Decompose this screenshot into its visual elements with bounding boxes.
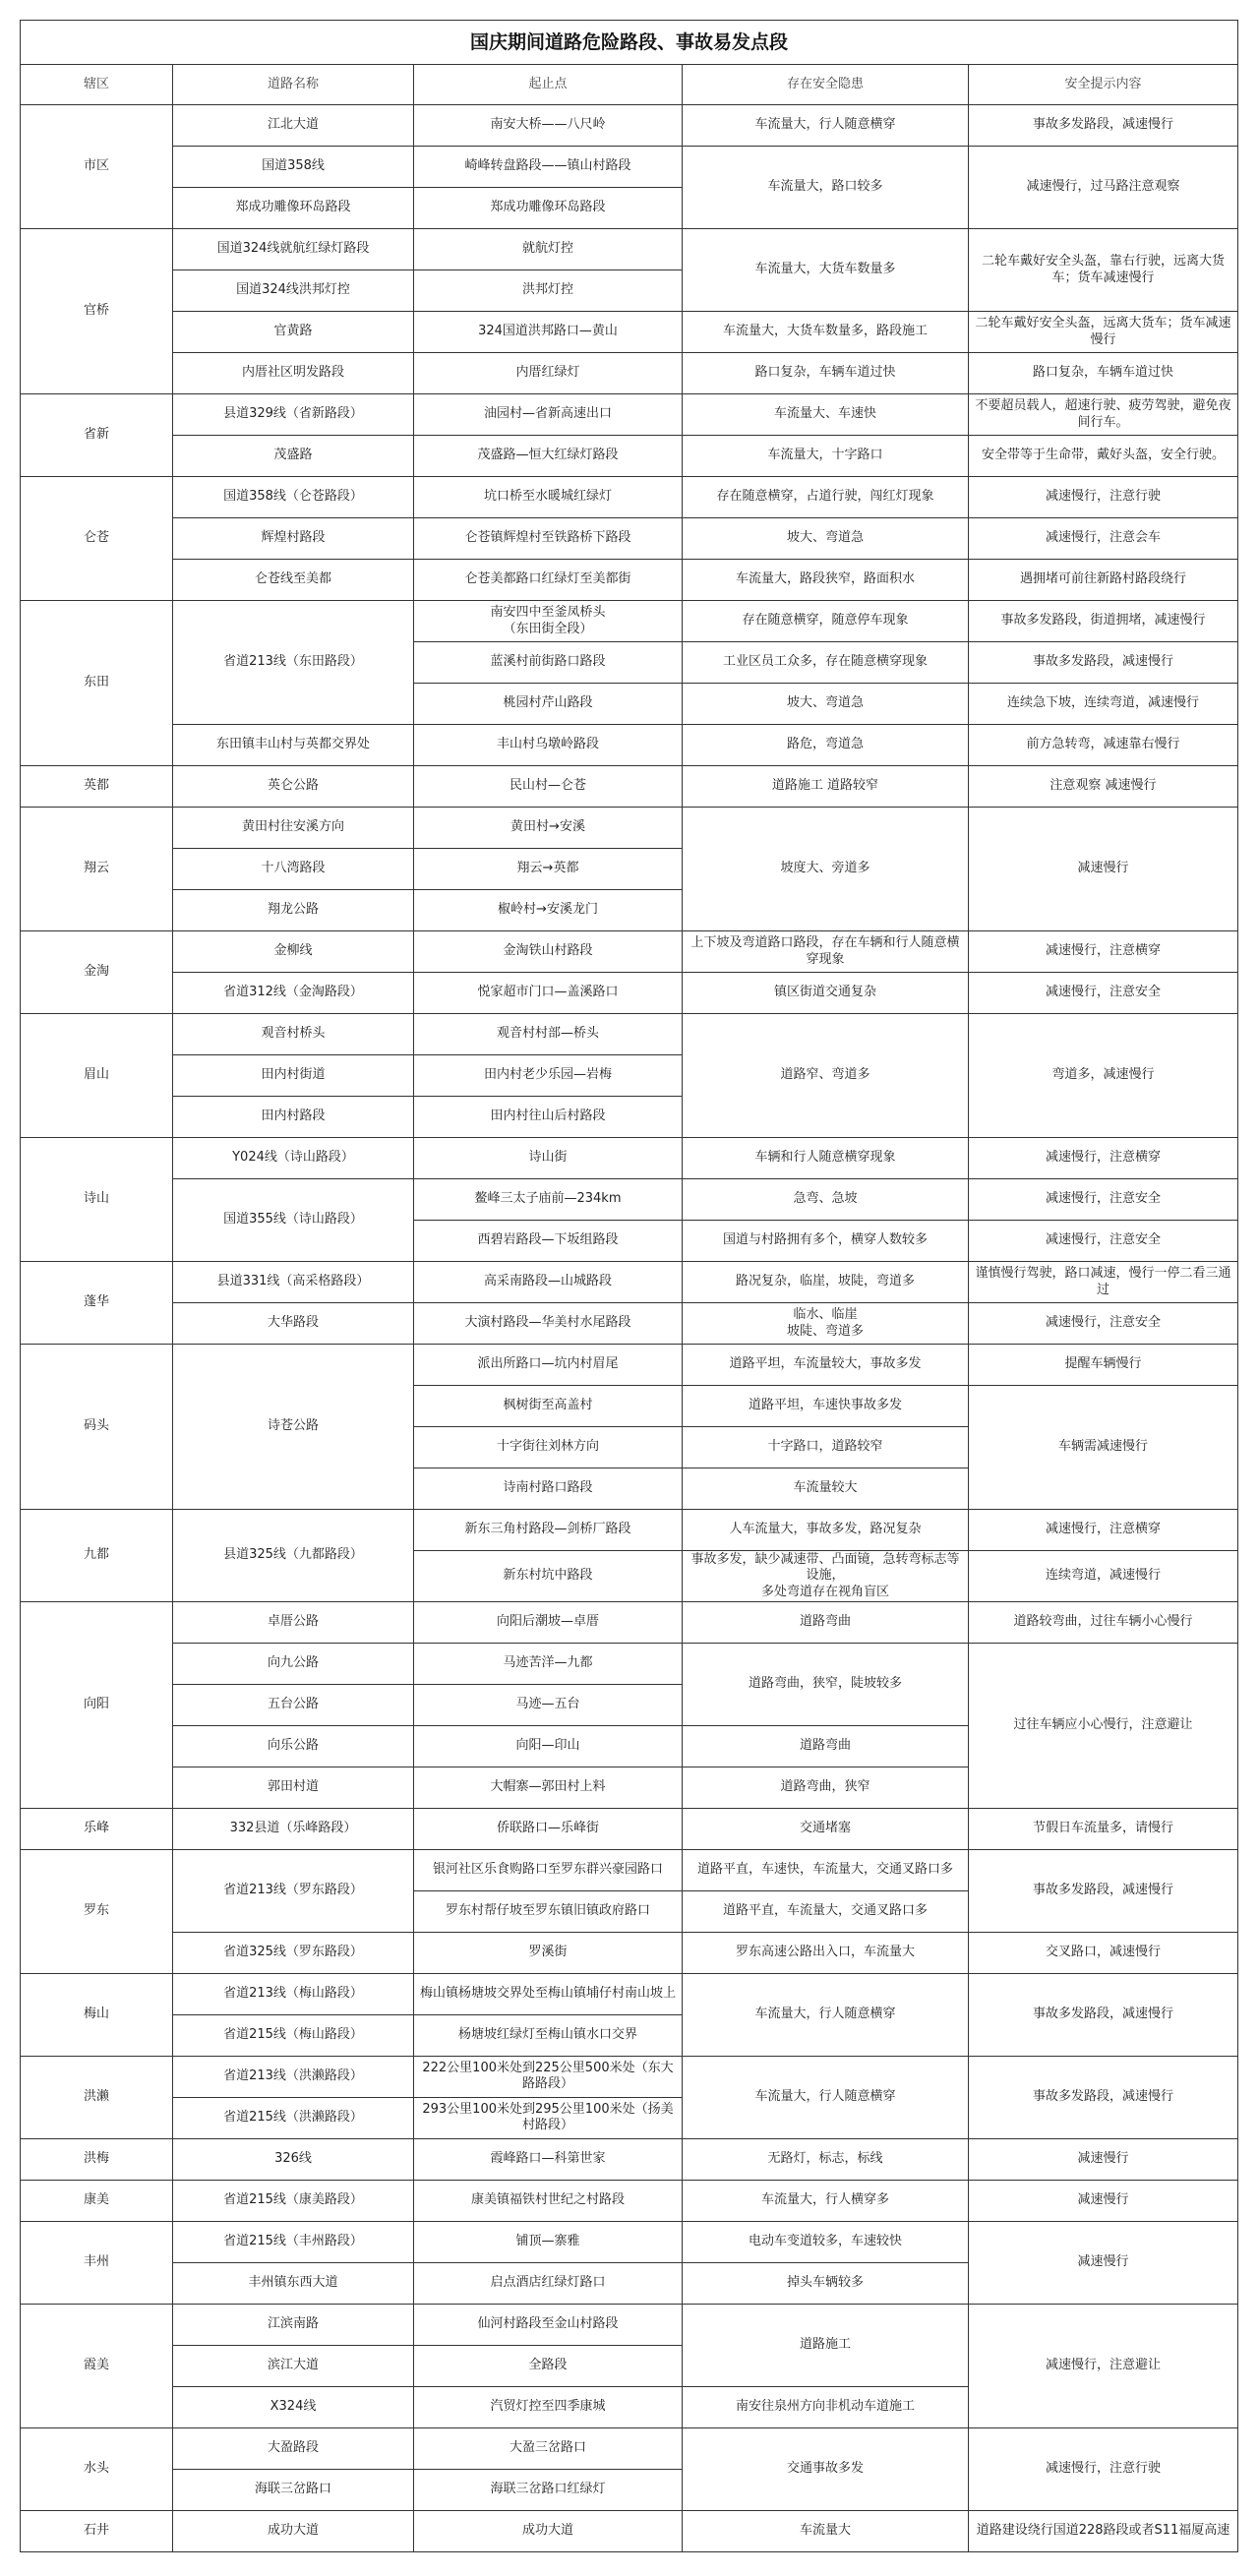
table-cell: 坡大、弯道急 [683, 518, 969, 560]
table-row [21, 1808, 1238, 1849]
table-cell: 大盈三岔路口 [414, 2427, 683, 2469]
table-cell: 工业区员工众多，存在随意横穿现象 [683, 642, 969, 684]
table-cell: 官桥 [21, 229, 173, 394]
header-hazard: 存在安全隐患 [683, 65, 969, 105]
table-cell: 田内村街道 [173, 1055, 414, 1097]
table-cell: 官黄路 [173, 312, 414, 353]
table-cell: 道路施工 [683, 2304, 969, 2386]
table-cell: 急弯、急坡 [683, 1179, 969, 1221]
table-cell: 上下坡及弯道路口路段，存在车辆和行人随意横穿现象 [683, 931, 969, 973]
table-cell: 启点酒店红绿灯路口 [414, 2262, 683, 2304]
table-cell: 道路平直，车流量大，交通叉路口多 [683, 1890, 969, 1932]
table-cell: 英都 [21, 766, 173, 808]
table-cell: 减速慢行，注意会车 [969, 518, 1238, 560]
table-cell: 车流量大，大货车数量多，路段施工 [683, 312, 969, 353]
table-cell: 康美 [21, 2180, 173, 2221]
table-cell: 黄田村往安溪方向 [173, 808, 414, 849]
table-row [21, 1262, 1238, 1303]
table-cell: 车流量大，十字路口 [683, 436, 969, 477]
table-row [21, 147, 1238, 188]
table-cell: 成功大道 [414, 2510, 683, 2551]
table-cell: 新东三角村路段—剑桥厂路段 [414, 1510, 683, 1551]
table-row [21, 1849, 1238, 1890]
table-row [21, 2304, 1238, 2345]
table-cell: 翔龙公路 [173, 890, 414, 931]
table-cell: 减速慢行，注意横穿 [969, 1510, 1238, 1551]
table-cell: 道路施工 道路较窄 [683, 766, 969, 808]
table-cell: 路况复杂，临崖，坡陡，弯道多 [683, 1262, 969, 1303]
table-cell: 蓝溪村前街路口路段 [414, 642, 683, 684]
table-cell: 向九公路 [173, 1643, 414, 1684]
table-cell: 路口复杂，车辆车道过快 [683, 353, 969, 394]
table-cell: 大华路段 [173, 1303, 414, 1345]
table-row [21, 394, 1238, 436]
table-cell: 车流量大，行人随意横穿 [683, 105, 969, 147]
table-cell: 事故多发，缺少减速带、凸面镜，急转弯标志等设施， 多处弯道存在视角盲区 [683, 1551, 969, 1602]
table-body [21, 105, 1238, 2552]
table-cell: 省道215线（康美路段） [173, 2180, 414, 2221]
table-cell: 省道215线（洪濑路段） [173, 2097, 414, 2138]
table-cell: 向乐公路 [173, 1725, 414, 1767]
table-cell: 丰州 [21, 2221, 173, 2304]
table-cell: 观音村村部—桥头 [414, 1014, 683, 1055]
table-cell: 道路建设绕行国道228路段或者S11福厦高速 [969, 2510, 1238, 2551]
table-cell: 英仑公路 [173, 766, 414, 808]
table-cell: 南安往泉州方向非机动车道施工 [683, 2386, 969, 2427]
table-cell: 石井 [21, 2510, 173, 2551]
table-row [21, 931, 1238, 973]
table-cell: 新东村坑中路段 [414, 1551, 683, 1602]
table-cell: 注意观察 减速慢行 [969, 766, 1238, 808]
table-cell: 减速慢行，注意安全 [969, 1221, 1238, 1262]
table-cell: 马迹—五台 [414, 1684, 683, 1725]
table-cell: 326线 [173, 2138, 414, 2180]
table-cell: 电动车变道较多，车速较快 [683, 2221, 969, 2262]
table-row [21, 1014, 1238, 1055]
table-cell: 交通事故多发 [683, 2427, 969, 2510]
table-cell: 水头 [21, 2427, 173, 2510]
table-cell: 桃园村芹山路段 [414, 684, 683, 725]
table-cell: 茂盛路 [173, 436, 414, 477]
table-cell: 洪邦灯控 [414, 270, 683, 312]
table-cell: 洪濑 [21, 2056, 173, 2138]
table-cell: 国道324线就航红绿灯路段 [173, 229, 414, 270]
table-cell: 减速慢行，注意横穿 [969, 1138, 1238, 1179]
table-cell: 蓬华 [21, 1262, 173, 1345]
table-cell: 大帽寨—郭田村上料 [414, 1767, 683, 1808]
table-cell: 翔云→英都 [414, 849, 683, 890]
table-cell: 油园村—省新高速出口 [414, 394, 683, 436]
table-cell: 事故多发路段，减速慢行 [969, 2056, 1238, 2138]
table-cell: 向阳—印山 [414, 1725, 683, 1767]
table-cell: 郭田村道 [173, 1767, 414, 1808]
table-cell: 遇拥堵可前往新路村路段绕行 [969, 560, 1238, 601]
table-cell: 国道358线 [173, 147, 414, 188]
table-cell: 国道324线洪邦灯控 [173, 270, 414, 312]
table-row [21, 725, 1238, 766]
table-cell: 罗东村帮仔坡至罗东镇旧镇政府路口 [414, 1890, 683, 1932]
table-cell: 临水、临崖 坡陡、弯道多 [683, 1303, 969, 1345]
table-cell: 梅山 [21, 1973, 173, 2056]
table-cell: 车流量较大 [683, 1468, 969, 1510]
table-row [21, 353, 1238, 394]
table-cell: 道路弯曲 [683, 1725, 969, 1767]
table-cell: 郑成功雕像环岛路段 [173, 188, 414, 229]
table-row [21, 105, 1238, 147]
table-row [21, 1973, 1238, 2014]
table-title: 国庆期间道路危险路段、事故易发点段 [20, 20, 1238, 64]
table-cell: 仙河村路段至金山村路段 [414, 2304, 683, 2345]
table-row [21, 560, 1238, 601]
table-cell: 存在随意横穿，随意停车现象 [683, 601, 969, 642]
table-cell: 丰州镇东西大道 [173, 2262, 414, 2304]
table-cell: 减速慢行，注意行驶 [969, 2427, 1238, 2510]
table-cell: 五台公路 [173, 1684, 414, 1725]
table-cell: 向阳 [21, 1601, 173, 1808]
table-row [21, 2427, 1238, 2469]
table-cell: 省道215线（梅山路段） [173, 2014, 414, 2056]
table-cell: 车流量大、车速快 [683, 394, 969, 436]
table-cell: 海联三岔路口红绿灯 [414, 2469, 683, 2510]
table-cell: 诗南村路口路段 [414, 1468, 683, 1510]
table-row [21, 2056, 1238, 2097]
table-cell: 减速慢行，注意安全 [969, 973, 1238, 1014]
table-cell: 无路灯，标志，标线 [683, 2138, 969, 2180]
table-cell: 省道213线（洪濑路段） [173, 2056, 414, 2097]
table-cell: 茂盛路—恒大红绿灯路段 [414, 436, 683, 477]
table-cell: 诗山街 [414, 1138, 683, 1179]
table-cell: 就航灯控 [414, 229, 683, 270]
table-cell: 十字路口，道路较窄 [683, 1427, 969, 1468]
table-cell: 连续弯道，减速慢行 [969, 1551, 1238, 1602]
table-row [21, 808, 1238, 849]
table-cell: 减速慢行 [969, 2138, 1238, 2180]
table-cell: 谨慎慢行驾驶，路口减速，慢行一停二看三通过 [969, 1262, 1238, 1303]
table-cell: 省道215线（丰州路段） [173, 2221, 414, 2262]
table-cell: 铺顶—寨雅 [414, 2221, 683, 2262]
table-cell: 不要超员载人，超速行驶、疲劳驾驶，避免夜间行车。 [969, 394, 1238, 436]
table-cell: 坑口桥至水暖城红绿灯 [414, 477, 683, 518]
table-row [21, 2138, 1238, 2180]
table-cell: 县道325线（九都路段） [173, 1510, 414, 1602]
table-cell: 弯道多，减速慢行 [969, 1014, 1238, 1138]
table-cell: 十字街往刘林方向 [414, 1427, 683, 1468]
table-cell: 省道213线（罗东路段） [173, 1849, 414, 1932]
table-cell: 霞峰路口—科第世家 [414, 2138, 683, 2180]
table-cell: 车流量大，路段狭窄，路面积水 [683, 560, 969, 601]
table-cell: 罗东高速公路出入口，车流量大 [683, 1932, 969, 1973]
table-cell: 路危，弯道急 [683, 725, 969, 766]
table-cell: 道路弯曲，狭窄 [683, 1767, 969, 1808]
table-row [21, 1601, 1238, 1643]
table-cell: 过往车辆应小心慢行，注意避让 [969, 1643, 1238, 1808]
table-row [21, 312, 1238, 353]
table-cell: 洪梅 [21, 2138, 173, 2180]
table-cell: 派出所路口—坑内村眉尾 [414, 1345, 683, 1386]
table-cell: 辉煌村路段 [173, 518, 414, 560]
table-row [21, 766, 1238, 808]
table-cell: 车流量大，行人横穿多 [683, 2180, 969, 2221]
table-cell: 减速慢行，注意行驶 [969, 477, 1238, 518]
table-cell: 成功大道 [173, 2510, 414, 2551]
table-cell: 鳌峰三太子庙前—234km [414, 1179, 683, 1221]
table-cell: 金淘铁山村路段 [414, 931, 683, 973]
table-row [21, 1345, 1238, 1386]
table-cell: 222公里100米处到225公里500米处（东大路路段） [414, 2056, 683, 2097]
table-row [21, 2510, 1238, 2551]
table-cell: 减速慢行，注意避让 [969, 2304, 1238, 2427]
table-cell: 省道312线（金淘路段） [173, 973, 414, 1014]
table-cell: 省道325线（罗东路段） [173, 1932, 414, 1973]
table-cell: 293公里100米处到295公里100米处（扬美村路段） [414, 2097, 683, 2138]
table-row [21, 477, 1238, 518]
table-cell: 交通堵塞 [683, 1808, 969, 1849]
table-cell: 二轮车戴好安全头盔，远离大货车；货车减速慢行 [969, 312, 1238, 353]
table-cell: 内厝社区明发路段 [173, 353, 414, 394]
table-cell: 路口复杂，车辆车道过快 [969, 353, 1238, 394]
header-row [21, 65, 1238, 105]
table-cell: X324线 [173, 2386, 414, 2427]
table-cell: 仑苍线至美都 [173, 560, 414, 601]
table-cell: 县道329线（省新路段） [173, 394, 414, 436]
table-row [21, 1138, 1238, 1179]
table-cell: 道路平坦，车速快事故多发 [683, 1386, 969, 1427]
table-cell: 减速慢行，注意安全 [969, 1179, 1238, 1221]
table-cell: Y024线（诗山路段） [173, 1138, 414, 1179]
table-cell: 码头 [21, 1345, 173, 1510]
table-cell: 诗苍公路 [173, 1345, 414, 1510]
table-cell: 霞美 [21, 2304, 173, 2427]
table-cell: 十八湾路段 [173, 849, 414, 890]
table-cell: 银河社区乐食购路口至罗东群兴豪园路口 [414, 1849, 683, 1890]
table-cell: 国道355线（诗山路段） [173, 1179, 414, 1262]
table-cell: 车辆和行人随意横穿现象 [683, 1138, 969, 1179]
table-cell: 田内村往山后村路段 [414, 1097, 683, 1138]
table-cell: 车流量大 [683, 2510, 969, 2551]
table-cell: 车辆需减速慢行 [969, 1386, 1238, 1510]
table-cell: 332县道（乐峰路段） [173, 1808, 414, 1849]
table-row [21, 229, 1238, 270]
table-cell: 向阳后潮坡—卓厝 [414, 1601, 683, 1643]
table-cell: 人车流量大，事故多发，路况复杂 [683, 1510, 969, 1551]
table-cell: 卓厝公路 [173, 1601, 414, 1643]
table-cell: 事故多发路段，减速慢行 [969, 1849, 1238, 1932]
table-cell: 掉头车辆较多 [683, 2262, 969, 2304]
table-cell: 减速慢行 [969, 2221, 1238, 2304]
table-cell: 连续急下坡，连续弯道，减速慢行 [969, 684, 1238, 725]
table-row [21, 601, 1238, 642]
table-cell: 大盈路段 [173, 2427, 414, 2469]
table-cell: 国道358线（仑苍路段） [173, 477, 414, 518]
table-cell: 安全带等于生命带，戴好头盔，安全行驶。 [969, 436, 1238, 477]
table-cell: 诗山 [21, 1138, 173, 1262]
table-row [21, 973, 1238, 1014]
table-cell: 仑苍镇辉煌村至铁路桥下路段 [414, 518, 683, 560]
table-row [21, 2221, 1238, 2262]
table-cell: 国道与村路拥有多个，横穿人数较多 [683, 1221, 969, 1262]
table-cell: 提醒车辆慢行 [969, 1345, 1238, 1386]
table-cell: 道路较弯曲，过往车辆小心慢行 [969, 1601, 1238, 1643]
header-safety-tip: 安全提示内容 [969, 65, 1238, 105]
table-cell: 减速慢行 [969, 2180, 1238, 2221]
table-cell: 崎峰转盘路段——镇山村路段 [414, 147, 683, 188]
table-cell: 海联三岔路口 [173, 2469, 414, 2510]
table-cell: 罗溪街 [414, 1932, 683, 1973]
table-cell: 东田镇丰山村与英都交界处 [173, 725, 414, 766]
table-cell: 南安四中至釜凤桥头 （东田街全段） [414, 601, 683, 642]
table-cell: 省道213线（东田路段） [173, 601, 414, 725]
table-cell: 郑成功雕像环岛路段 [414, 188, 683, 229]
table-cell: 南安大桥——八尺岭 [414, 105, 683, 147]
table-row [21, 1303, 1238, 1345]
table-cell: 减速慢行，过马路注意观察 [969, 147, 1238, 229]
table-cell: 节假日车流量多，请慢行 [969, 1808, 1238, 1849]
table-cell: 高采南路段—山城路段 [414, 1262, 683, 1303]
table-cell: 杨塘坡红绿灯至梅山镇水口交界 [414, 2014, 683, 2056]
table-cell: 丰山村乌墩岭路段 [414, 725, 683, 766]
table-cell: 道路弯曲，狭窄，陡坡较多 [683, 1643, 969, 1725]
risk-table-sheet [20, 20, 1237, 2552]
table-cell: 省道213线（梅山路段） [173, 1973, 414, 2014]
table-cell: 罗东 [21, 1849, 173, 1973]
table-cell: 镇区街道交通复杂 [683, 973, 969, 1014]
table-cell: 侨联路口—乐峰街 [414, 1808, 683, 1849]
table-cell: 江滨南路 [173, 2304, 414, 2345]
table-cell: 江北大道 [173, 105, 414, 147]
table-cell: 马迹苦洋—九都 [414, 1643, 683, 1684]
table-cell: 黄田村→安溪 [414, 808, 683, 849]
table-cell: 仑苍 [21, 477, 173, 601]
table-cell: 枫树街至高盖村 [414, 1386, 683, 1427]
table-cell: 滨江大道 [173, 2345, 414, 2386]
table-cell: 市区 [21, 105, 173, 229]
table-cell: 事故多发路段，街道拥堵，减速慢行 [969, 601, 1238, 642]
table-cell: 县道331线（高采格路段） [173, 1262, 414, 1303]
table-cell: 田内村老少乐园—岩梅 [414, 1055, 683, 1097]
table-cell: 西碧岩路段—下坂组路段 [414, 1221, 683, 1262]
header-road-name: 道路名称 [173, 65, 414, 105]
table-cell: 全路段 [414, 2345, 683, 2386]
table-cell: 道路窄、弯道多 [683, 1014, 969, 1138]
table-cell: 金淘 [21, 931, 173, 1014]
table-row [21, 1510, 1238, 1551]
table-row [21, 2180, 1238, 2221]
table-cell: 事故多发路段，减速慢行 [969, 642, 1238, 684]
table-cell: 车流量大，大货车数量多 [683, 229, 969, 312]
table-cell: 椒岭村→安溪龙门 [414, 890, 683, 931]
table-cell: 车流量大，路口较多 [683, 147, 969, 229]
header-start-end: 起止点 [414, 65, 683, 105]
table-cell: 眉山 [21, 1014, 173, 1138]
table-cell: 事故多发路段，减速慢行 [969, 105, 1238, 147]
table-row [21, 1179, 1238, 1221]
table-cell: 前方急转弯，减速靠右慢行 [969, 725, 1238, 766]
table-cell: 车流量大，行人随意横穿 [683, 2056, 969, 2138]
table-cell: 康美镇福铁村世纪之村路段 [414, 2180, 683, 2221]
table-cell: 仑苍美都路口红绿灯至美都街 [414, 560, 683, 601]
table-cell: 民山村—仑苍 [414, 766, 683, 808]
table-cell: 汽贸灯控至四季康城 [414, 2386, 683, 2427]
table-row [21, 1932, 1238, 1973]
table-cell: 乐峰 [21, 1808, 173, 1849]
table-cell: 悦家超市门口—盖溪路口 [414, 973, 683, 1014]
table-cell: 内厝红绿灯 [414, 353, 683, 394]
table-cell: 梅山镇杨塘坡交界处至梅山镇埔仔村南山坡上 [414, 1973, 683, 2014]
table-cell: 道路弯曲 [683, 1601, 969, 1643]
table-cell: 道路平坦，车流量较大，事故多发 [683, 1345, 969, 1386]
table-cell: 田内村路段 [173, 1097, 414, 1138]
table-cell: 坡大、弯道急 [683, 684, 969, 725]
table-cell: 坡度大、旁道多 [683, 808, 969, 931]
table-cell: 大演村路段—华美村水尾路段 [414, 1303, 683, 1345]
table-cell: 二轮车戴好安全头盔，靠右行驶，远离大货车；货车减速慢行 [969, 229, 1238, 312]
table-row [21, 518, 1238, 560]
table-row [21, 1643, 1238, 1684]
table-cell: 减速慢行 [969, 808, 1238, 931]
header-district: 辖区 [21, 65, 173, 105]
table-cell: 324国道洪邦路口—黄山 [414, 312, 683, 353]
table-row [21, 436, 1238, 477]
table-cell: 车流量大，行人随意横穿 [683, 1973, 969, 2056]
table-cell: 交叉路口，减速慢行 [969, 1932, 1238, 1973]
table-cell: 九都 [21, 1510, 173, 1602]
table-cell: 减速慢行，注意安全 [969, 1303, 1238, 1345]
table-cell: 观音村桥头 [173, 1014, 414, 1055]
table-cell: 东田 [21, 601, 173, 766]
table-cell: 事故多发路段，减速慢行 [969, 1973, 1238, 2056]
table-cell: 省新 [21, 394, 173, 477]
table-cell: 金柳线 [173, 931, 414, 973]
table-cell: 存在随意横穿，占道行驶，闯红灯现象 [683, 477, 969, 518]
table-cell: 道路平直，车速快，车流量大，交通叉路口多 [683, 1849, 969, 1890]
risk-table [20, 20, 1238, 2552]
table-cell: 翔云 [21, 808, 173, 931]
table-cell: 减速慢行，注意横穿 [969, 931, 1238, 973]
